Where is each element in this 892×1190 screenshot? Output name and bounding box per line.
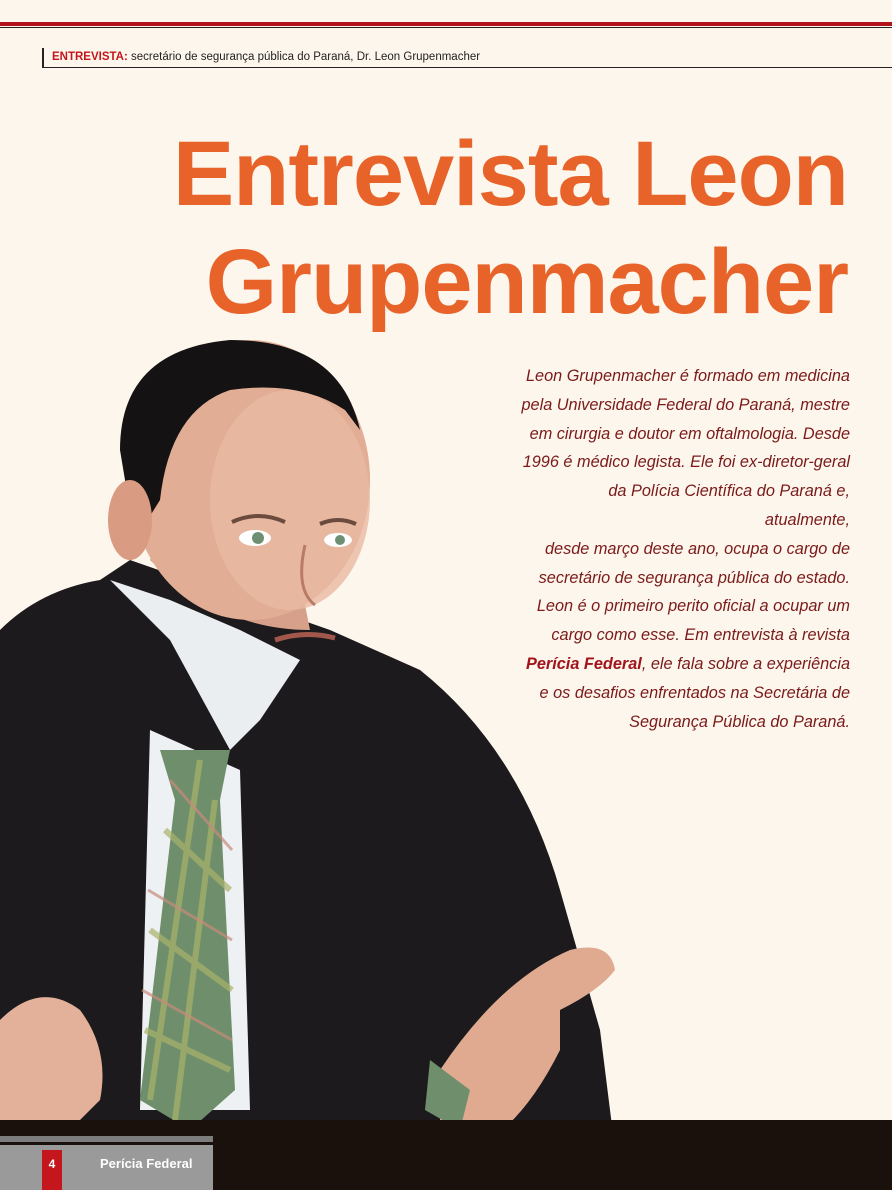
intro-line: em cirurgia e doutor em oftalmologia. Desde	[529, 424, 850, 443]
intro-line: da Polícia Científica do Paraná e, atualmente,	[608, 482, 850, 529]
intro-line: e os desafios enfrentados na Secretária de	[539, 683, 850, 702]
intro-line: Segurança Pública do Paraná.	[629, 712, 850, 731]
intro-line: cargo como esse. Em entrevista à revista	[551, 626, 850, 645]
intro-line: secretário de segurança pública do estado.	[538, 568, 850, 587]
section-kicker	[42, 48, 892, 68]
footer-rule	[0, 1136, 213, 1142]
intro-paragraph	[520, 362, 850, 736]
intro-line: Leon Grupenmacher é formado em medicina	[526, 367, 850, 385]
kicker-text: secretário de segurança pública do Paraná, Dr. Leon Grupenmacher	[131, 51, 481, 63]
title-line-1: Entrevista Leon	[172, 123, 848, 225]
ear	[108, 480, 152, 560]
kicker-label: ENTREVISTA:	[52, 51, 128, 63]
page-number: 4	[42, 1150, 62, 1190]
magazine-name-inline: Perícia Federal	[525, 654, 642, 673]
page-title	[148, 120, 848, 336]
title-line-2: Grupenmacher	[205, 231, 848, 333]
intro-line: pela Universidade Federal do Paraná, mestre	[521, 395, 850, 414]
intro-line: Leon é o primeiro perito oficial a ocupar um	[536, 597, 850, 616]
intro-line: , ele fala sobre a experiência	[641, 654, 850, 673]
top-red-rule	[0, 22, 892, 26]
intro-line: desde março deste ano, ocupa o cargo de	[544, 539, 850, 558]
intro-line: 1996 é médico legista. Ele foi ex-diretor-geral	[522, 453, 850, 472]
top-black-rule	[0, 27, 892, 28]
footer-magazine-name: Perícia Federal	[100, 1156, 193, 1171]
